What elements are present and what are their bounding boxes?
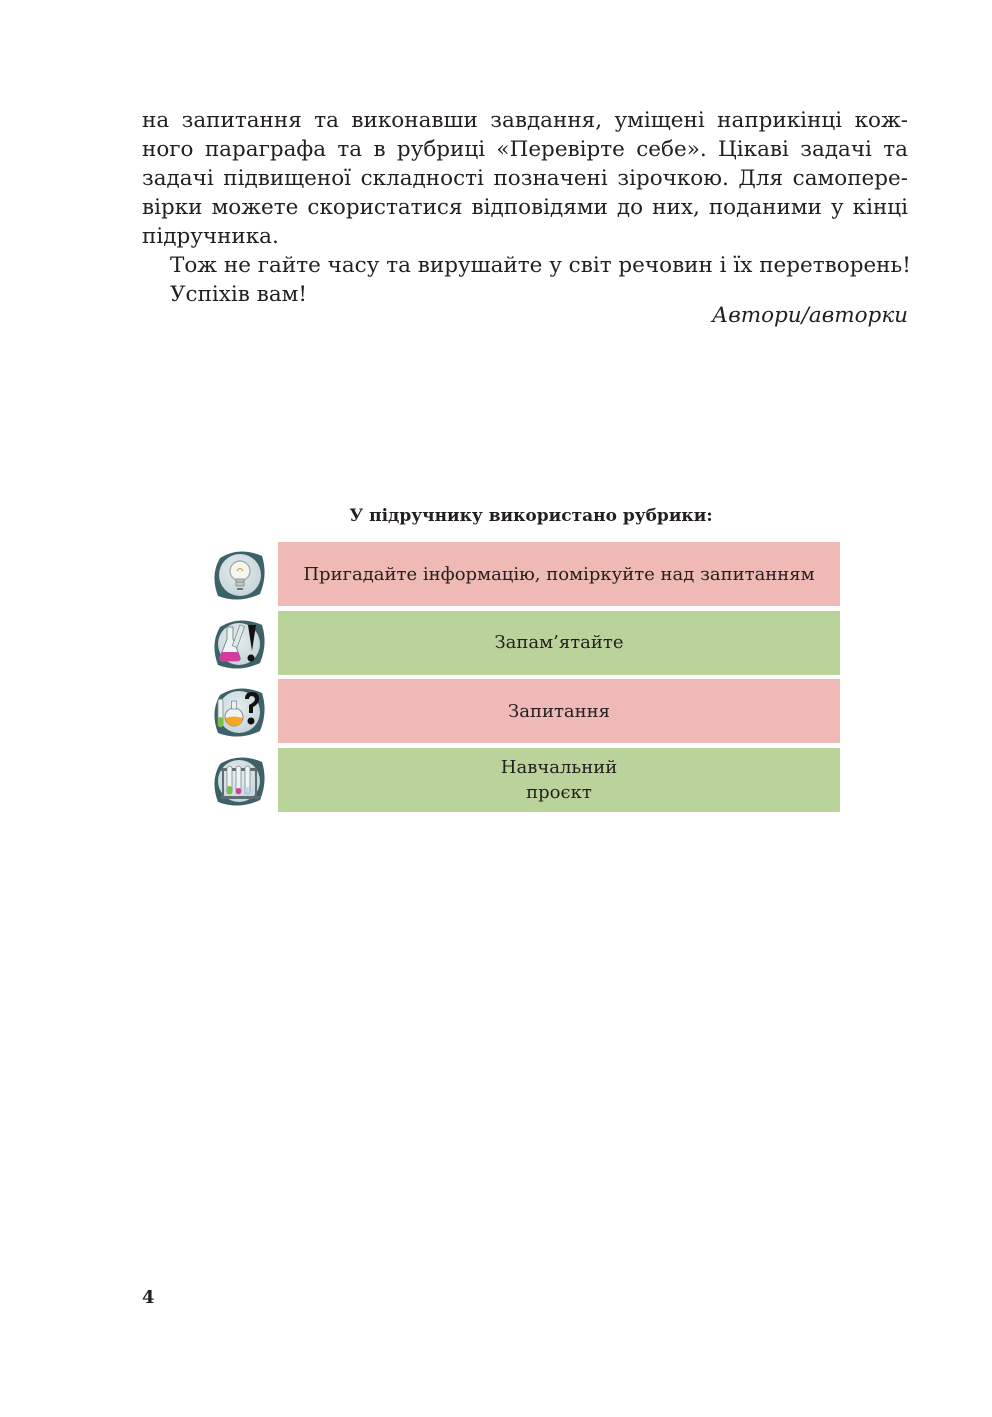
test-tubes-icon	[212, 754, 266, 808]
signature: Автори/авторки	[711, 303, 908, 328]
rubric-label: Запам’ятайте	[494, 632, 624, 653]
text-line: підручника.	[142, 224, 279, 249]
text-line: задачі підвищеної складності позначені зірочкою. Для самопере-	[142, 166, 908, 191]
text-line: на запитання та виконавши завдання, уміщені наприкінці кож-	[142, 108, 908, 133]
text-line: Успіхів вам!	[170, 282, 308, 307]
text-line: ного параграфа та в рубриці «Перевірте себе». Цікаві задачі та	[142, 137, 908, 162]
text-line: Тож не гайте часу та вирушайте у світ речовин і їх перетворень!	[170, 253, 911, 278]
paragraph-2	[142, 251, 911, 309]
text-line: вірки можете скористатися відповідями до них, поданими у кінці	[142, 195, 908, 220]
rubric-recall	[278, 542, 840, 606]
paragraph-1	[142, 106, 908, 251]
rubric-label: Навчальний	[500, 756, 618, 778]
rubric-remember	[278, 611, 840, 675]
lightbulb-icon	[212, 548, 266, 602]
rubric-row	[212, 748, 840, 812]
rubric-label: Пригадайте інформацію, поміркуйте над запитанням	[303, 563, 815, 585]
body-text	[142, 106, 911, 309]
rubric-label: Запитання	[508, 700, 610, 722]
rubrics-list	[212, 542, 840, 816]
rubric-row	[212, 542, 840, 606]
rubric-row	[212, 611, 840, 675]
flask-question-icon	[212, 685, 266, 739]
rubric-project	[278, 748, 840, 812]
flask-exclamation-icon	[212, 617, 266, 671]
rubric-label: проєкт	[526, 781, 592, 803]
page-number: 4	[142, 1287, 155, 1308]
rubrics-title: У підручнику використано рубрики:	[349, 506, 713, 526]
rubric-questions	[278, 679, 840, 743]
rubric-row	[212, 679, 840, 743]
